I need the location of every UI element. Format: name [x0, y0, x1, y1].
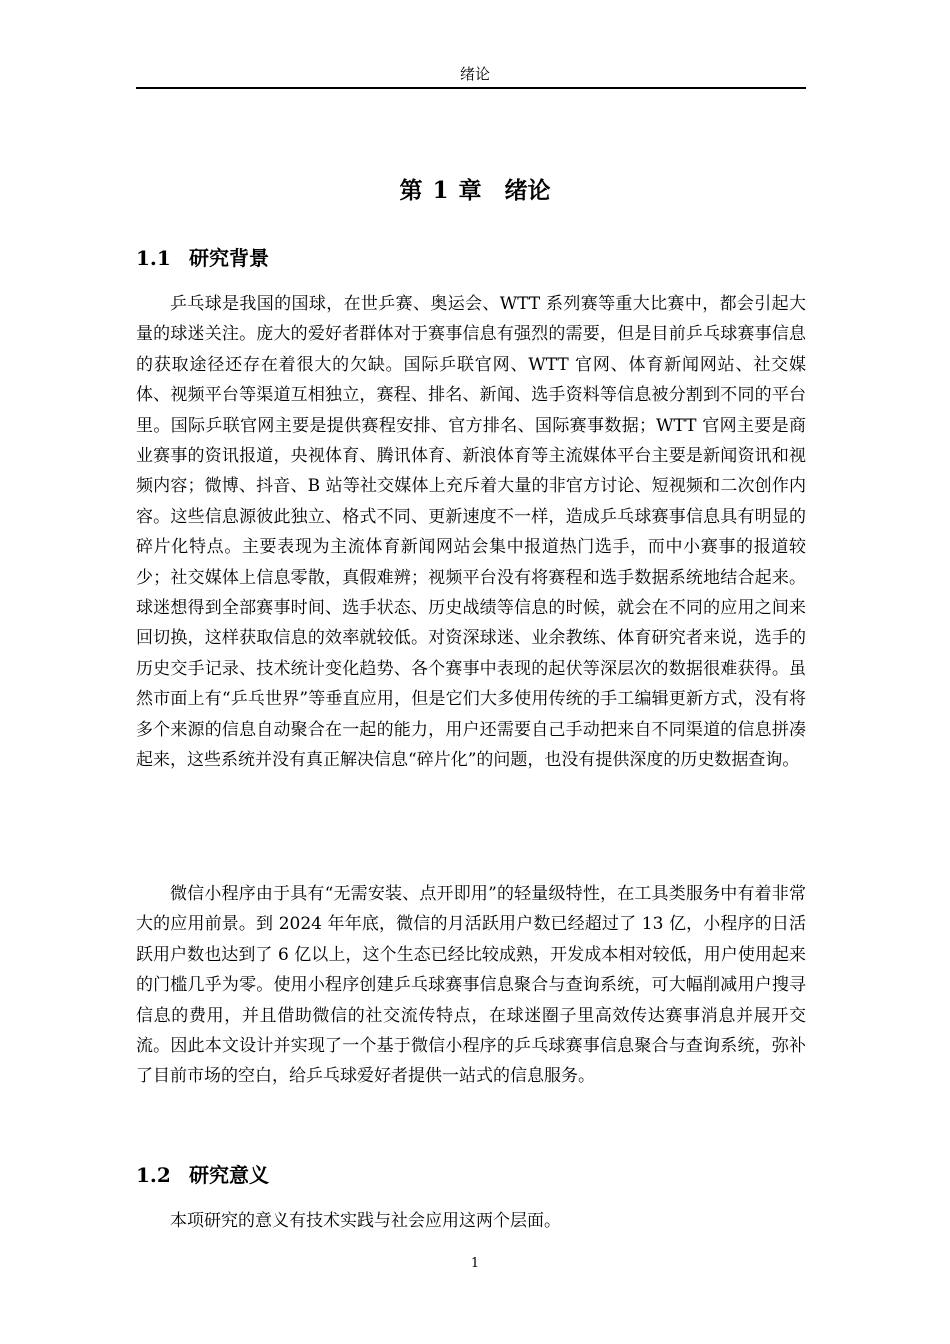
section-number: 1.1	[136, 246, 171, 270]
paragraph-significance-1: 本项研究的意义有技术实践与社会应用这两个层面。	[170, 1211, 561, 1231]
section-title: 研究背景	[189, 246, 269, 270]
paragraph-background-2: 微信小程序由于具有“无需安装、点开即用”的轻量级特性，在工具类服务中有着非常大的应用前景。到 2024 年年底，微信的月活跃用户数已经超过了 13 亿，小程序的日活跃用户数也达到了 6 亿以上，这个生态已经比较成熟，开发成本相对较低，用户使用起来的门槛几乎为零。使用小程序创建乒乓球赛事信息聚合与查询系统，可大幅削减用户搜寻信息的费用，并且借助微信的社交流传特点，在球迷圈子里高效传达赛事消息并展开交流。因此本文设计并实现了一个基于微信小程序的乒乓球赛事信息聚合与查询系统，弥补了目前市场的空白，给乒乓球爱好者提供一站式的信息服务。	[136, 884, 806, 1087]
chapter-title: 第 1 章 绪论	[399, 177, 551, 204]
section-title: 研究意义	[189, 1163, 269, 1187]
page-number: 1	[470, 1256, 480, 1271]
section-heading-1-1	[136, 243, 269, 273]
header-title: 绪论	[459, 65, 490, 83]
header-rule	[136, 87, 806, 89]
paragraph-background-1: 乒乓球是我国的国球，在世乒赛、奥运会、WTT 系列赛等重大比赛中，都会引起大量的球迷关注。庞大的爱好者群体对于赛事信息有强烈的需要，但是目前乒乓球赛事信息的获取途径还存在着很大的欠缺。国际乒联官网、WTT 官网、体育新闻网站、社交媒体、视频平台等渠道互相独立，赛程、排名、新闻、选手资料等信息被分割到不同的平台里。国际乒联官网主要是提供赛程安排、官方排名、国际赛事数据；WTT 官网主要是商业赛事的资讯报道，央视体育、腾讯体育、新浪体育等主流媒体平台主要是新闻资讯和视频内容；微博、抖音、B 站等社交媒体上充斥着大量的非官方讨论、短视频和二次创作内容。这些信息源彼此独立、格式不同、更新速度不一样，造成乒乓球赛事信息具有明显的碎片化特点。主要表现为主流体育新闻网站会集中报道热门选手，而中小赛事的报道较少；社交媒体上信息零散，真假难辨；视频平台没有将赛程和选手数据系统地结合起来。球迷想得到全部赛事时间、选手状态、历史战绩等信息的时候，就会在不同的应用之间来回切换，这样获取信息的效率就较低。对资深球迷、业余教练、体育研究者来说，选手的历史交手记录、技术统计变化趋势、各个赛事中表现的起伏等深层次的数据很难获得。虽然市面上有“乒乓世界”等垂直应用，但是它们大多使用传统的手工编辑更新方式，没有将多个来源的信息自动聚合在一起的能力，用户还需要自己手动把来自不同渠道的信息拼凑起来，这些系统并没有真正解决信息“碎片化”的问题，也没有提供深度的历史数据查询。	[136, 294, 806, 771]
section-number: 1.2	[136, 1163, 171, 1187]
section-heading-1-2	[136, 1160, 269, 1190]
